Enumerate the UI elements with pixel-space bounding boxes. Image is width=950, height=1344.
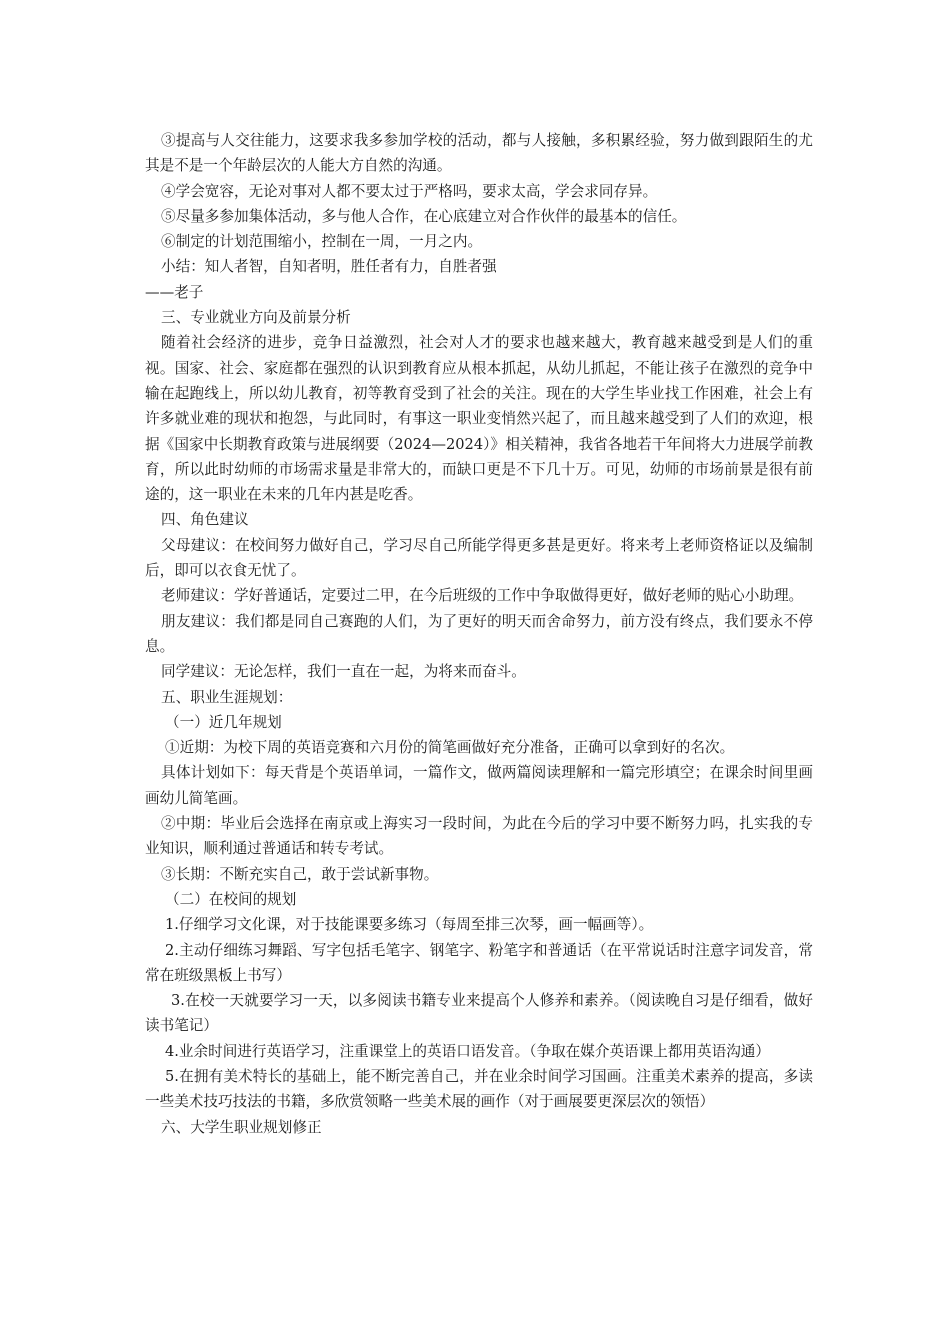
paragraph-plan-scope: ⑥制定的计划范围缩小，控制在一周，一月之内。 — [161, 233, 483, 251]
quote-attribution: ——老子 — [145, 283, 204, 301]
paragraph-long-term: ③长期：不断充实自己，敢于尝试新事物。 — [161, 865, 439, 883]
paragraph-parent-advice: 父母建议：在校间努力做好自己，学习尽自己所能学得更多甚是更好。将来考上老师资格证以及编制后，即可以衣食无忧了。 — [145, 536, 813, 580]
paragraph-tolerance: ④学会宽容，无论对事对人都不要太过于严格吗，要求太高，学会求同存异。 — [161, 182, 658, 200]
list-item-3: 3.在校一天就要学习一天，以多阅读书籍专业来提高个人修养和素养。（阅读晚自习是仔细看，做好读书笔记） — [145, 992, 813, 1035]
list-item-5: 5.在拥有美术特长的基础上，能不断完善自己，并在业余时间学习国画。注重美术素养的提高，多读一些美术技巧技法的书籍，多欣赏领略一些美术展的画作（对于画展要更深层次的领悟） — [145, 1067, 813, 1111]
document-page — [145, 128, 813, 1140]
paragraph-group-activities: ⑤尽量多参加集体活动，多与他人合作，在心底建立对合作伙伴的最基本的信任。 — [161, 207, 687, 225]
paragraph-friend-advice: 朋友建议：我们都是同自己赛跑的人们，为了更好的明天而舍命努力，前方没有终点，我们要永不停息。 — [145, 612, 813, 655]
paragraph-short-term: ①近期：为校下周的英语竞赛和六月份的简笔画做好充分准备，正确可以拿到好的名次。 — [165, 739, 735, 757]
paragraph-classmate-advice: 同学建议：无论怎样，我们一直在一起，为将来而奋斗。 — [161, 663, 526, 681]
paragraph-employment-analysis: 随着社会经济的进步，竞争日益激烈，社会对人才的要求也越来越大，教育越来越受到是人们的重视。国家、社会、家庭都在强烈的认识到教育应从根本抓起，从幼儿抓起，不能让孩子在激烈的竞争中输在起跑线上，所以幼儿教育，初等教育受到了社会的关注。现在的大学生毕业找工作困难，社会上有许多就业难的现状和抱怨，与此同时，有事这一职业变悄然兴起了，而且越来越受到了人们的欢迎，根据《国家中长期教育政策与进展纲要（2024—2024）》相关精神，我省各地若干年间将大力进展学前教育，所以此时幼师的市场需求量是非常大的，而缺口更是不下几十万。可见，幼师的市场前景是很有前途的，这一职业在未来的几年内甚是吃香。 — [145, 334, 813, 504]
section-heading-4: 四、角色建议 — [161, 511, 249, 529]
list-item-1: 1.仔细学习文化课，对于技能课要多练习（每周至排三次琴，画一幅画等）。 — [165, 916, 654, 934]
paragraph-mid-term: ②中期：毕业后会选择在南京或上海实习一段时间，为此在今后的学习中要不断努力吗，扎实我的专业知识，顺利通过普通话和转专考试。 — [145, 815, 813, 858]
paragraph-summary-quote: 小结：知人者智，自知者明，胜任者有力，自胜者强 — [161, 258, 497, 276]
section-heading-6: 六、大学生职业规划修正 — [161, 1118, 322, 1136]
subsection-heading-2: （二）在校间的规划 — [165, 890, 297, 908]
paragraph-teacher-advice: 老师建议：学好普通话，定要过二甲，在今后班级的工作中争取做得更好，做好老师的贴心小助理。 — [161, 587, 804, 605]
list-item-4: 4.业余时间进行英语学习，注重课堂上的英语口语发音。（争取在媒介英语课上都用英语沟通） — [165, 1042, 770, 1060]
list-item-2: 2.主动仔细练习舞蹈、写字包括毛笔字、钢笔字、粉笔字和普通话（在平常说话时注意字词发音，常常在班级黑板上书写） — [145, 941, 813, 984]
section-heading-5: 五、职业生涯规划： — [161, 688, 293, 706]
section-heading-3: 三、专业就业方向及前景分析 — [161, 309, 351, 327]
paragraph-detailed-plan: 具体计划如下：每天背是个英语单词，一篇作文，做两篇阅读理解和一篇完形填空；在课余时间里画画幼儿简笔画。 — [145, 764, 813, 807]
subsection-heading-1: （一）近几年规划 — [165, 713, 282, 731]
paragraph-communication: ③提高与人交往能力，这要求我多参加学校的活动，都与人接触，多积累经验，努力做到跟陌生的尤其是不是一个年龄层次的人能大方自然的沟通。 — [145, 132, 813, 175]
